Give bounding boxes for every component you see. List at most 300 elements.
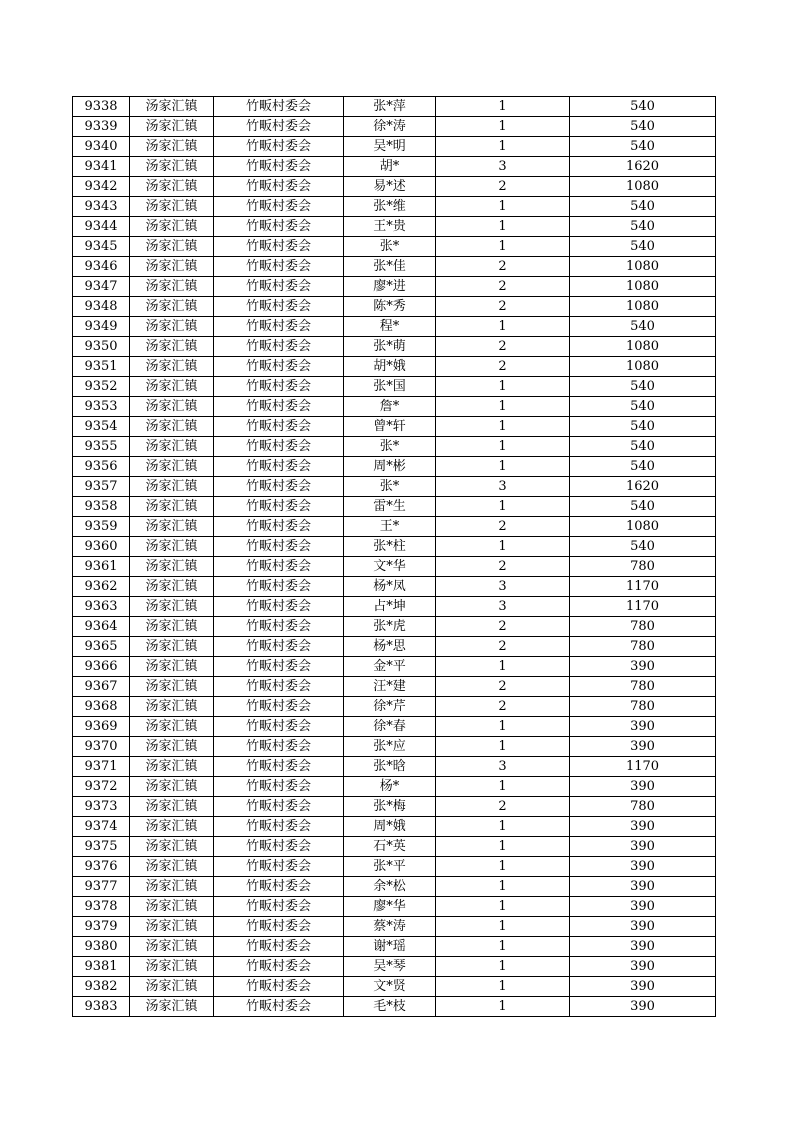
table-row (73, 557, 716, 577)
table-row (73, 297, 716, 317)
name-cell: 程* (344, 317, 436, 337)
village-committee-cell: 竹畈村委会 (214, 137, 344, 157)
amount-cell: 390 (570, 657, 716, 677)
count-cell: 3 (436, 597, 570, 617)
count-cell: 1 (436, 977, 570, 997)
village-committee-cell: 竹畈村委会 (214, 537, 344, 557)
row-number-cell: 9379 (73, 917, 130, 937)
amount-cell: 540 (570, 97, 716, 117)
village-committee-cell: 竹畈村委会 (214, 357, 344, 377)
amount-cell: 1080 (570, 357, 716, 377)
village-committee-cell: 竹畈村委会 (214, 737, 344, 757)
count-cell: 1 (436, 777, 570, 797)
amount-cell: 1170 (570, 597, 716, 617)
village-committee-cell: 竹畈村委会 (214, 857, 344, 877)
amount-cell: 540 (570, 197, 716, 217)
amount-cell: 390 (570, 817, 716, 837)
town-cell: 汤家汇镇 (130, 817, 214, 837)
row-number-cell: 9351 (73, 357, 130, 377)
village-committee-cell: 竹畈村委会 (214, 417, 344, 437)
count-cell: 2 (436, 637, 570, 657)
name-cell: 张*应 (344, 737, 436, 757)
name-cell: 金*平 (344, 657, 436, 677)
village-committee-cell: 竹畈村委会 (214, 97, 344, 117)
row-number-cell: 9341 (73, 157, 130, 177)
village-committee-cell: 竹畈村委会 (214, 897, 344, 917)
name-cell: 余*松 (344, 877, 436, 897)
table-row (73, 717, 716, 737)
amount-cell: 1620 (570, 477, 716, 497)
amount-cell: 1080 (570, 177, 716, 197)
town-cell: 汤家汇镇 (130, 877, 214, 897)
name-cell: 张*梅 (344, 797, 436, 817)
count-cell: 2 (436, 357, 570, 377)
name-cell: 文*贤 (344, 977, 436, 997)
town-cell: 汤家汇镇 (130, 257, 214, 277)
amount-cell: 390 (570, 877, 716, 897)
village-committee-cell: 竹畈村委会 (214, 177, 344, 197)
table-row (73, 997, 716, 1017)
village-committee-cell: 竹畈村委会 (214, 477, 344, 497)
amount-cell: 390 (570, 997, 716, 1017)
name-cell: 雷*生 (344, 497, 436, 517)
name-cell: 毛*枝 (344, 997, 436, 1017)
town-cell: 汤家汇镇 (130, 937, 214, 957)
row-number-cell: 9342 (73, 177, 130, 197)
count-cell: 2 (436, 617, 570, 637)
count-cell: 1 (436, 657, 570, 677)
village-committee-cell: 竹畈村委会 (214, 517, 344, 537)
count-cell: 2 (436, 277, 570, 297)
row-number-cell: 9358 (73, 497, 130, 517)
amount-cell: 540 (570, 117, 716, 137)
name-cell: 张*柱 (344, 537, 436, 557)
amount-cell: 780 (570, 677, 716, 697)
name-cell: 周*彬 (344, 457, 436, 477)
amount-cell: 780 (570, 617, 716, 637)
village-committee-cell: 竹畈村委会 (214, 497, 344, 517)
name-cell: 王* (344, 517, 436, 537)
data-table (72, 96, 716, 1017)
town-cell: 汤家汇镇 (130, 957, 214, 977)
village-committee-cell: 竹畈村委会 (214, 317, 344, 337)
amount-cell: 390 (570, 717, 716, 737)
town-cell: 汤家汇镇 (130, 917, 214, 937)
table-row (73, 697, 716, 717)
name-cell: 张*萍 (344, 97, 436, 117)
town-cell: 汤家汇镇 (130, 617, 214, 637)
town-cell: 汤家汇镇 (130, 737, 214, 757)
row-number-cell: 9363 (73, 597, 130, 617)
row-number-cell: 9373 (73, 797, 130, 817)
name-cell: 杨*思 (344, 637, 436, 657)
table-row (73, 817, 716, 837)
town-cell: 汤家汇镇 (130, 557, 214, 577)
amount-cell: 1620 (570, 157, 716, 177)
town-cell: 汤家汇镇 (130, 837, 214, 857)
row-number-cell: 9338 (73, 97, 130, 117)
village-committee-cell: 竹畈村委会 (214, 297, 344, 317)
town-cell: 汤家汇镇 (130, 177, 214, 197)
town-cell: 汤家汇镇 (130, 337, 214, 357)
amount-cell: 780 (570, 557, 716, 577)
town-cell: 汤家汇镇 (130, 857, 214, 877)
town-cell: 汤家汇镇 (130, 317, 214, 337)
village-committee-cell: 竹畈村委会 (214, 277, 344, 297)
count-cell: 2 (436, 177, 570, 197)
name-cell: 张*萌 (344, 337, 436, 357)
name-cell: 张* (344, 477, 436, 497)
row-number-cell: 9349 (73, 317, 130, 337)
table-row (73, 497, 716, 517)
row-number-cell: 9357 (73, 477, 130, 497)
name-cell: 文*华 (344, 557, 436, 577)
town-cell: 汤家汇镇 (130, 757, 214, 777)
name-cell: 蔡*涛 (344, 917, 436, 937)
amount-cell: 780 (570, 637, 716, 657)
name-cell: 易*述 (344, 177, 436, 197)
name-cell: 汪*建 (344, 677, 436, 697)
count-cell: 1 (436, 837, 570, 857)
amount-cell: 540 (570, 437, 716, 457)
row-number-cell: 9381 (73, 957, 130, 977)
town-cell: 汤家汇镇 (130, 217, 214, 237)
town-cell: 汤家汇镇 (130, 997, 214, 1017)
row-number-cell: 9366 (73, 657, 130, 677)
row-number-cell: 9343 (73, 197, 130, 217)
name-cell: 石*英 (344, 837, 436, 857)
count-cell: 1 (436, 497, 570, 517)
name-cell: 陈*秀 (344, 297, 436, 317)
amount-cell: 390 (570, 857, 716, 877)
name-cell: 张*国 (344, 377, 436, 397)
row-number-cell: 9376 (73, 857, 130, 877)
count-cell: 1 (436, 877, 570, 897)
name-cell: 占*坤 (344, 597, 436, 617)
row-number-cell: 9347 (73, 277, 130, 297)
row-number-cell: 9354 (73, 417, 130, 437)
village-committee-cell: 竹畈村委会 (214, 237, 344, 257)
row-number-cell: 9382 (73, 977, 130, 997)
count-cell: 3 (436, 577, 570, 597)
name-cell: 徐*芹 (344, 697, 436, 717)
table-row (73, 197, 716, 217)
village-committee-cell: 竹畈村委会 (214, 377, 344, 397)
row-number-cell: 9367 (73, 677, 130, 697)
row-number-cell: 9369 (73, 717, 130, 737)
table-row (73, 237, 716, 257)
row-number-cell: 9377 (73, 877, 130, 897)
count-cell: 2 (436, 257, 570, 277)
row-number-cell: 9346 (73, 257, 130, 277)
table-row (73, 217, 716, 237)
name-cell: 张*虎 (344, 617, 436, 637)
row-number-cell: 9364 (73, 617, 130, 637)
amount-cell: 390 (570, 897, 716, 917)
count-cell: 1 (436, 897, 570, 917)
count-cell: 2 (436, 797, 570, 817)
name-cell: 吴*明 (344, 137, 436, 157)
village-committee-cell: 竹畈村委会 (214, 797, 344, 817)
row-number-cell: 9383 (73, 997, 130, 1017)
village-committee-cell: 竹畈村委会 (214, 157, 344, 177)
town-cell: 汤家汇镇 (130, 497, 214, 517)
table-row (73, 317, 716, 337)
table-row (73, 657, 716, 677)
town-cell: 汤家汇镇 (130, 677, 214, 697)
village-committee-cell: 竹畈村委会 (214, 697, 344, 717)
row-number-cell: 9375 (73, 837, 130, 857)
village-committee-cell: 竹畈村委会 (214, 977, 344, 997)
town-cell: 汤家汇镇 (130, 777, 214, 797)
table-row (73, 837, 716, 857)
count-cell: 3 (436, 757, 570, 777)
amount-cell: 1080 (570, 257, 716, 277)
village-committee-cell: 竹畈村委会 (214, 117, 344, 137)
village-committee-cell: 竹畈村委会 (214, 957, 344, 977)
village-committee-cell: 竹畈村委会 (214, 837, 344, 857)
amount-cell: 540 (570, 537, 716, 557)
count-cell: 1 (436, 117, 570, 137)
name-cell: 徐*春 (344, 717, 436, 737)
name-cell: 张*佳 (344, 257, 436, 277)
amount-cell: 1080 (570, 277, 716, 297)
table-row (73, 797, 716, 817)
town-cell: 汤家汇镇 (130, 717, 214, 737)
amount-cell: 540 (570, 217, 716, 237)
row-number-cell: 9344 (73, 217, 130, 237)
village-committee-cell: 竹畈村委会 (214, 777, 344, 797)
row-number-cell: 9345 (73, 237, 130, 257)
count-cell: 1 (436, 417, 570, 437)
row-number-cell: 9365 (73, 637, 130, 657)
name-cell: 詹* (344, 397, 436, 417)
amount-cell: 780 (570, 697, 716, 717)
count-cell: 2 (436, 297, 570, 317)
count-cell: 2 (436, 557, 570, 577)
village-committee-cell: 竹畈村委会 (214, 757, 344, 777)
village-committee-cell: 竹畈村委会 (214, 437, 344, 457)
count-cell: 2 (436, 697, 570, 717)
amount-cell: 540 (570, 417, 716, 437)
table-row (73, 137, 716, 157)
table-row (73, 857, 716, 877)
village-committee-cell: 竹畈村委会 (214, 657, 344, 677)
count-cell: 3 (436, 157, 570, 177)
row-number-cell: 9340 (73, 137, 130, 157)
row-number-cell: 9362 (73, 577, 130, 597)
town-cell: 汤家汇镇 (130, 137, 214, 157)
count-cell: 1 (436, 137, 570, 157)
name-cell: 谢*瑶 (344, 937, 436, 957)
row-number-cell: 9356 (73, 457, 130, 477)
table-row (73, 577, 716, 597)
table-row (73, 637, 716, 657)
village-committee-cell: 竹畈村委会 (214, 817, 344, 837)
table-row (73, 457, 716, 477)
town-cell: 汤家汇镇 (130, 657, 214, 677)
count-cell: 1 (436, 237, 570, 257)
town-cell: 汤家汇镇 (130, 437, 214, 457)
village-committee-cell: 竹畈村委会 (214, 337, 344, 357)
amount-cell: 540 (570, 457, 716, 477)
town-cell: 汤家汇镇 (130, 97, 214, 117)
table-row (73, 357, 716, 377)
table-row (73, 897, 716, 917)
count-cell: 2 (436, 337, 570, 357)
town-cell: 汤家汇镇 (130, 577, 214, 597)
row-number-cell: 9378 (73, 897, 130, 917)
count-cell: 1 (436, 397, 570, 417)
row-number-cell: 9359 (73, 517, 130, 537)
village-committee-cell: 竹畈村委会 (214, 937, 344, 957)
table-row (73, 957, 716, 977)
count-cell: 1 (436, 917, 570, 937)
amount-cell: 540 (570, 237, 716, 257)
row-number-cell: 9352 (73, 377, 130, 397)
table-row (73, 477, 716, 497)
table-row (73, 277, 716, 297)
row-number-cell: 9348 (73, 297, 130, 317)
row-number-cell: 9372 (73, 777, 130, 797)
table-row (73, 157, 716, 177)
name-cell: 曾*轩 (344, 417, 436, 437)
town-cell: 汤家汇镇 (130, 357, 214, 377)
village-committee-cell: 竹畈村委会 (214, 677, 344, 697)
town-cell: 汤家汇镇 (130, 417, 214, 437)
town-cell: 汤家汇镇 (130, 377, 214, 397)
name-cell: 胡* (344, 157, 436, 177)
village-committee-cell: 竹畈村委会 (214, 917, 344, 937)
row-number-cell: 9370 (73, 737, 130, 757)
town-cell: 汤家汇镇 (130, 597, 214, 617)
table-row (73, 517, 716, 537)
count-cell: 1 (436, 737, 570, 757)
row-number-cell: 9350 (73, 337, 130, 357)
row-number-cell: 9339 (73, 117, 130, 137)
amount-cell: 540 (570, 497, 716, 517)
count-cell: 1 (436, 957, 570, 977)
village-committee-cell: 竹畈村委会 (214, 257, 344, 277)
amount-cell: 540 (570, 137, 716, 157)
name-cell: 张* (344, 237, 436, 257)
town-cell: 汤家汇镇 (130, 797, 214, 817)
count-cell: 1 (436, 377, 570, 397)
amount-cell: 1080 (570, 517, 716, 537)
amount-cell: 1080 (570, 337, 716, 357)
village-committee-cell: 竹畈村委会 (214, 397, 344, 417)
amount-cell: 390 (570, 977, 716, 997)
town-cell: 汤家汇镇 (130, 537, 214, 557)
amount-cell: 390 (570, 777, 716, 797)
village-committee-cell: 竹畈村委会 (214, 577, 344, 597)
table-row (73, 597, 716, 617)
count-cell: 1 (436, 717, 570, 737)
town-cell: 汤家汇镇 (130, 397, 214, 417)
row-number-cell: 9368 (73, 697, 130, 717)
amount-cell: 390 (570, 837, 716, 857)
row-number-cell: 9355 (73, 437, 130, 457)
count-cell: 2 (436, 517, 570, 537)
town-cell: 汤家汇镇 (130, 457, 214, 477)
count-cell: 1 (436, 997, 570, 1017)
count-cell: 1 (436, 197, 570, 217)
row-number-cell: 9374 (73, 817, 130, 837)
village-committee-cell: 竹畈村委会 (214, 717, 344, 737)
table-row (73, 677, 716, 697)
name-cell: 徐*涛 (344, 117, 436, 137)
name-cell: 周*娥 (344, 817, 436, 837)
amount-cell: 1080 (570, 297, 716, 317)
village-committee-cell: 竹畈村委会 (214, 877, 344, 897)
table-row (73, 537, 716, 557)
amount-cell: 390 (570, 937, 716, 957)
name-cell: 吴*琴 (344, 957, 436, 977)
table-row (73, 877, 716, 897)
village-committee-cell: 竹畈村委会 (214, 557, 344, 577)
town-cell: 汤家汇镇 (130, 237, 214, 257)
town-cell: 汤家汇镇 (130, 517, 214, 537)
count-cell: 1 (436, 537, 570, 557)
name-cell: 张* (344, 437, 436, 457)
amount-cell: 1170 (570, 757, 716, 777)
name-cell: 王*贵 (344, 217, 436, 237)
count-cell: 1 (436, 437, 570, 457)
count-cell: 1 (436, 457, 570, 477)
row-number-cell: 9360 (73, 537, 130, 557)
amount-cell: 390 (570, 957, 716, 977)
amount-cell: 390 (570, 737, 716, 757)
count-cell: 1 (436, 857, 570, 877)
table-row (73, 977, 716, 997)
table-row (73, 397, 716, 417)
amount-cell: 1170 (570, 577, 716, 597)
table-row (73, 917, 716, 937)
village-committee-cell: 竹畈村委会 (214, 197, 344, 217)
table-row (73, 937, 716, 957)
village-committee-cell: 竹畈村委会 (214, 597, 344, 617)
count-cell: 1 (436, 217, 570, 237)
name-cell: 胡*娥 (344, 357, 436, 377)
amount-cell: 540 (570, 377, 716, 397)
amount-cell: 540 (570, 397, 716, 417)
name-cell: 张*晗 (344, 757, 436, 777)
village-committee-cell: 竹畈村委会 (214, 617, 344, 637)
village-committee-cell: 竹畈村委会 (214, 457, 344, 477)
table-row (73, 417, 716, 437)
town-cell: 汤家汇镇 (130, 697, 214, 717)
table-row (73, 177, 716, 197)
table-row (73, 437, 716, 457)
town-cell: 汤家汇镇 (130, 277, 214, 297)
table-row (73, 97, 716, 117)
town-cell: 汤家汇镇 (130, 197, 214, 217)
town-cell: 汤家汇镇 (130, 977, 214, 997)
count-cell: 3 (436, 477, 570, 497)
table-row (73, 257, 716, 277)
amount-cell: 390 (570, 917, 716, 937)
village-committee-cell: 竹畈村委会 (214, 637, 344, 657)
name-cell: 张*平 (344, 857, 436, 877)
town-cell: 汤家汇镇 (130, 477, 214, 497)
row-number-cell: 9353 (73, 397, 130, 417)
town-cell: 汤家汇镇 (130, 157, 214, 177)
count-cell: 1 (436, 97, 570, 117)
village-committee-cell: 竹畈村委会 (214, 997, 344, 1017)
town-cell: 汤家汇镇 (130, 897, 214, 917)
table-body (73, 97, 716, 1017)
table-row (73, 757, 716, 777)
